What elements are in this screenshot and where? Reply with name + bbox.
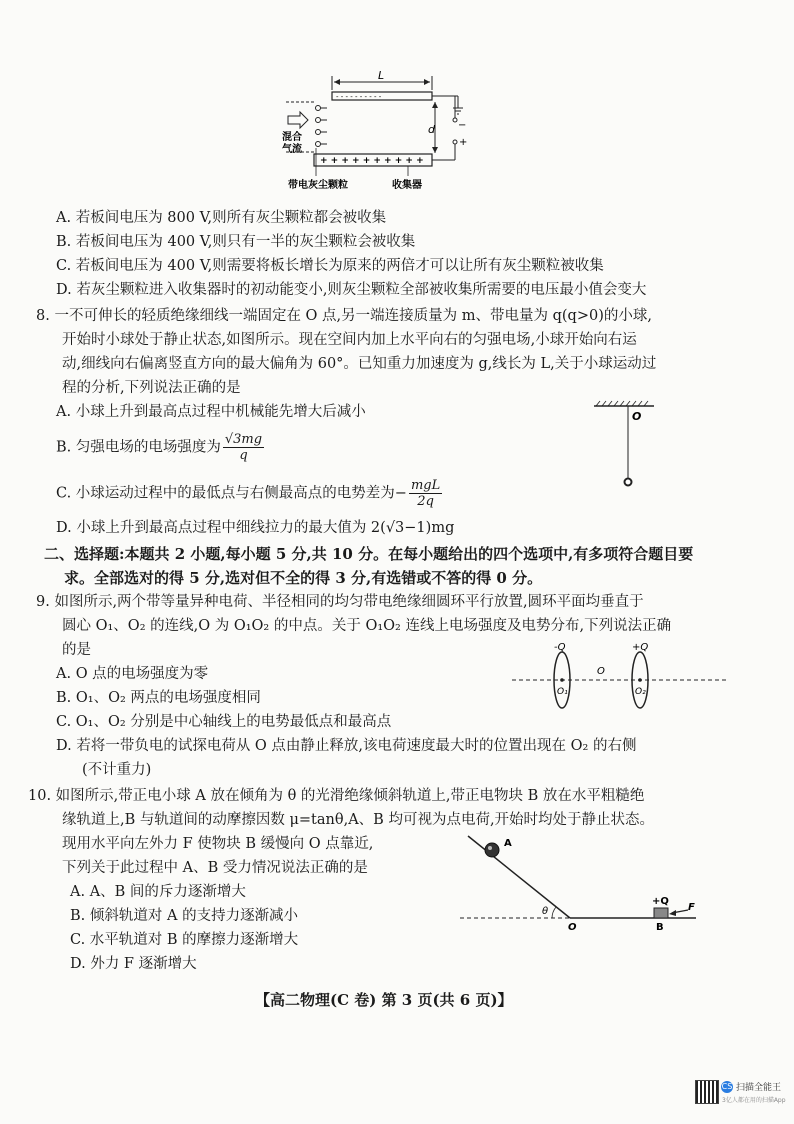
label-collector: 收集器 — [392, 180, 422, 191]
fraction-denominator: q — [239, 448, 248, 463]
q8-option-c-text: C. 小球运动过程中的最低点与右侧最高点的电势差为− — [56, 485, 407, 502]
incline-label-O: O — [568, 922, 577, 933]
block-B — [654, 908, 668, 918]
camscanner-logo-icon: CS — [721, 1082, 733, 1091]
q8-option-c-fraction — [409, 478, 442, 509]
terminal-plus: + — [459, 137, 468, 148]
q9-stem-line3: 的是 — [62, 642, 91, 658]
label-d: d — [428, 123, 435, 136]
incline-label-F: F — [688, 902, 695, 913]
label-mix2: 气流 — [282, 144, 302, 155]
q10-stem-line2: 缘轨道上,B 与轨道间的动摩擦因数 μ=tanθ,A、B 均可视为点电荷,开始时均处于静止状态。 — [62, 812, 655, 828]
ring-label-O1: O₁ — [557, 687, 568, 697]
section2-heading-line2: 求。全部选对的得 5 分,选对但不全的得 3 分,有选错或不答的得 0 分。 — [64, 569, 543, 587]
ring-label-O2: O₂ — [635, 687, 646, 697]
q7-option-b: B. 若板间电压为 400 V,则只有一半的灰尘颗粒会被收集 — [56, 234, 416, 250]
qr-code-icon — [695, 1080, 719, 1104]
label-mix1: 混合 — [282, 132, 302, 143]
q9-option-b: B. O₁、O₂ 两点的电场强度相同 — [56, 690, 261, 706]
incline-track-figure — [460, 834, 710, 934]
pendulum-label-O: O — [632, 410, 642, 423]
q7-option-c: C. 若板间电压为 400 V,则需要将板长增长为原来的两倍才可以让所有灰尘颗粒被收集 — [56, 258, 604, 274]
q10-option-b: B. 倾斜轨道对 A 的支持力逐渐减小 — [70, 908, 299, 924]
q9-stem-line1: 9. 如图所示,两个带等量异种电荷、半径相同的均匀带电绝缘细圆环平行放置,圆环平面均垂直于 — [36, 594, 644, 610]
q10-option-c: C. 水平轨道对 B 的摩擦力逐渐增大 — [70, 932, 299, 948]
ring-label-posQ: +Q — [632, 642, 649, 653]
page-footer: 【高二物理(C 卷) 第 3 页(共 6 页)】 — [255, 991, 513, 1009]
ring-label-O: O — [597, 666, 605, 677]
incline-label-theta: θ — [542, 906, 549, 917]
ring-label-negQ: -Q — [554, 642, 566, 653]
terminal-minus: − — [458, 120, 467, 131]
fraction-numerator: mgL — [410, 478, 441, 493]
pendulum-figure — [590, 398, 690, 494]
q7-option-d: D. 若灰尘颗粒进入收集器时的初动能变小,则灰尘颗粒全部被收集所需要的电压最小值会变大 — [56, 282, 647, 298]
q10-stem-line1: 10. 如图所示,带正电小球 A 放在倾角为 θ 的光滑绝缘倾斜轨道上,带正电物块 B 放在水平粗糙绝 — [28, 788, 645, 804]
top-plate-charges: - - - - - - - - - - — [336, 93, 382, 101]
q10-option-d: D. 外力 F 逐渐增大 — [70, 956, 197, 972]
label-particles: 带电灰尘颗粒 — [288, 180, 348, 191]
incline-label-B: B — [656, 922, 664, 933]
q8-option-c — [56, 478, 444, 509]
incline-label-A: A — [504, 838, 512, 849]
pendulum-ball — [625, 479, 632, 486]
q10-stem-line4: 下列关于此过程中 A、B 受力情况说法正确的是 — [62, 860, 368, 876]
q9-option-d-line1: D. 若将一带负电的试探电荷从 O 点由静止释放,该电荷速度最大时的位置出现在 O₂ 的右侧 — [56, 738, 637, 754]
q9-option-d-line2: (不计重力) — [82, 762, 152, 778]
q8-option-a: A. 小球上升到最高点过程中机械能先增大后减小 — [56, 404, 366, 420]
watermark-title: 扫描全能王 — [736, 1083, 782, 1093]
ball-A — [485, 843, 499, 857]
q8-option-b-fraction — [223, 432, 264, 463]
q10-stem-line3: 现用水平向左外力 F 使物块 B 缓慢向 O 点靠近, — [62, 836, 374, 852]
q8-stem-line3: 动,细线向右偏离竖直方向的最大偏角为 60°。已知重力加速度为 g,线长为 L,关于小球运动过 — [62, 356, 657, 372]
label-L: L — [378, 69, 385, 82]
q7-option-a: A. 若板间电压为 800 V,则所有灰尘颗粒都会被收集 — [56, 210, 387, 226]
q9-option-c: C. O₁、O₂ 分别是中心轴线上的电势最低点和最高点 — [56, 714, 392, 730]
q8-option-b — [56, 432, 266, 463]
q8-option-b-text: B. 匀强电场的电场强度为 — [56, 439, 221, 456]
section2-heading-line1: 二、选择题:本题共 2 小题,每小题 5 分,共 10 分。在每小题给出的四个选项中,有多项符合题目要 — [44, 545, 694, 563]
charged-rings-figure — [510, 640, 730, 714]
q10-option-a: A. A、B 间的斥力逐渐增大 — [70, 884, 246, 900]
incline-label-Q: +Q — [652, 896, 669, 907]
dust-particles — [316, 106, 328, 147]
fraction-numerator: √3mg — [224, 432, 263, 447]
dust-collector-figure — [280, 68, 500, 198]
fraction-denominator: 2q — [417, 494, 434, 509]
bottom-plate-charges: + + + + + + + + + + — [320, 156, 424, 166]
q8-option-d: D. 小球上升到最高点过程中细线拉力的最大值为 2(√3−1)mg — [56, 520, 455, 536]
q8-stem-line4: 程的分析,下列说法正确的是 — [62, 380, 241, 396]
q8-stem-line1: 8. 一不可伸长的轻质绝缘细线一端固定在 O 点,另一端连接质量为 m、带电量为 q(q>0)的小球, — [36, 308, 652, 324]
watermark-subtitle: 3亿人都在用的扫描App — [722, 1097, 786, 1104]
q9-stem-line2: 圆心 O₁、O₂ 的连线,O 为 O₁O₂ 的中点。关于 O₁O₂ 连线上电场强度及电势分布,下列说法正确 — [62, 618, 672, 634]
q9-option-a: A. O 点的电场强度为零 — [56, 666, 209, 682]
flow-arrow-icon — [288, 112, 308, 128]
q8-stem-line2: 开始时小球处于静止状态,如图所示。现在空间内加上水平向右的匀强电场,小球开始向右运 — [62, 332, 637, 348]
